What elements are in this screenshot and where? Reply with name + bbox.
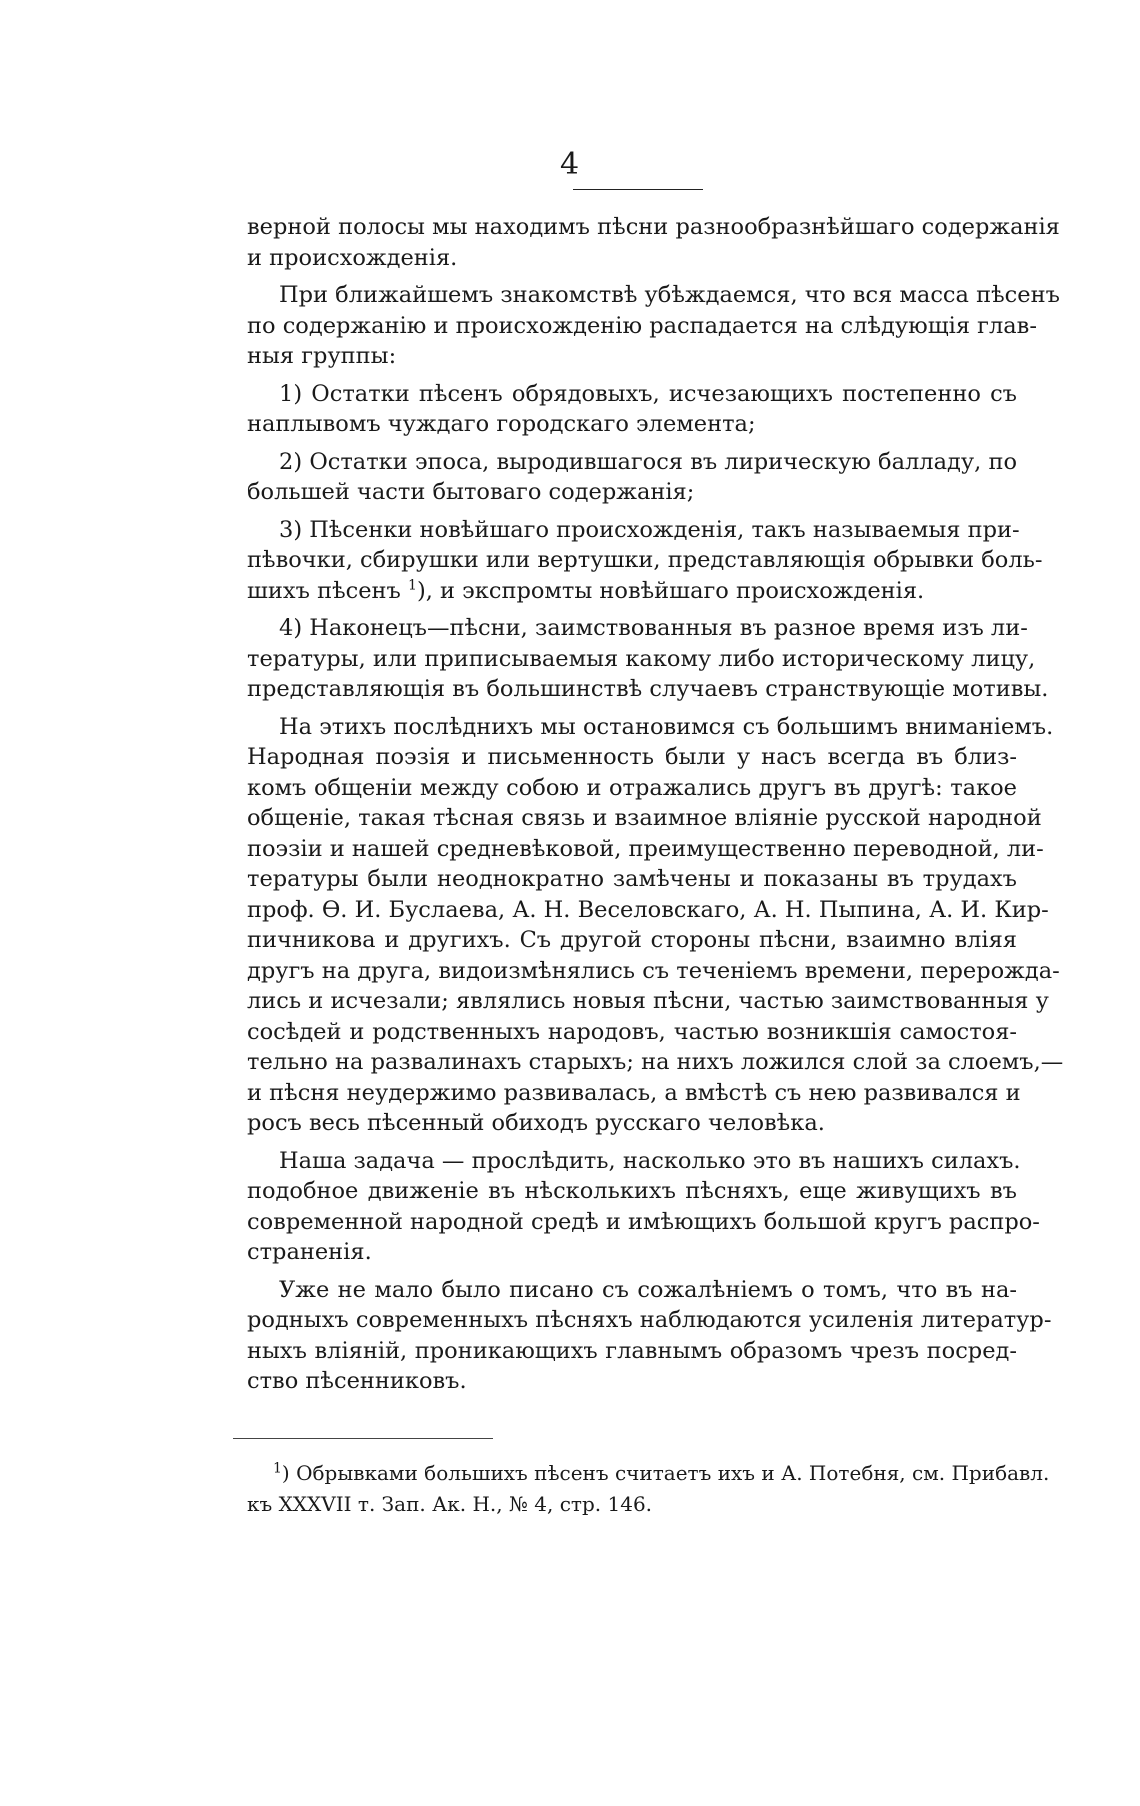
text-line: поэзіи и нашей средневѣковой, преимущественно переводной, ли- xyxy=(247,835,1044,862)
footnote-marker: 1 xyxy=(273,1460,282,1477)
text-line: Уже не мало было писано съ сожалѣніемъ о томъ, что въ на- xyxy=(279,1276,1017,1303)
text-line: современной народной средѣ и имѣющихъ большой кругъ распро- xyxy=(247,1208,1040,1235)
text-fragment: ) Обрывками большихъ пѣсенъ считаетъ ихъ и А. Потебня, см. Прибавл. xyxy=(281,1461,1050,1485)
text-line: пичникова и другихъ. Съ другой стороны пѣсни, взаимно вліяя xyxy=(247,927,1017,953)
text-line: верной полосы мы находимъ пѣсни разнообразнѣйшаго содержанія xyxy=(247,214,1060,240)
text-fragment: шихъ пѣсенъ xyxy=(247,577,401,604)
text-line: сосѣдей и родственныхъ народовъ, частью возникшія самостоя- xyxy=(247,1018,1017,1045)
text-line: страненія. xyxy=(247,1239,372,1265)
text-line: тельно на развалинахъ старыхъ; на нихъ ложился слой за слоемъ,— xyxy=(247,1049,1064,1075)
paragraph xyxy=(247,1146,1040,1268)
text-line: родныхъ современныхъ пѣсняхъ наблюдаются усиленія литератур- xyxy=(247,1307,1052,1333)
list-item xyxy=(247,515,1043,607)
text-line: и происхожденія. xyxy=(247,244,458,271)
text-line: къ XXXVII т. Зап. Ак. Н., № 4, стр. 146. xyxy=(247,1492,653,1516)
text-line: росъ весь пѣсенный обиходъ русскаго человѣка. xyxy=(247,1110,825,1136)
text-line: ство пѣсенниковъ. xyxy=(247,1368,467,1394)
header-rule xyxy=(573,189,703,190)
text-line: наплывомъ чуждаго городскаго элемента; xyxy=(247,411,756,437)
footnote-separator xyxy=(233,1438,493,1439)
paragraph xyxy=(247,1275,1052,1397)
text-line: лись и исчезали; являлись новыя пѣсни, частью заимствованныя у xyxy=(247,988,1049,1014)
text-line: При ближайшемъ знакомствѣ убѣждаемся, что вся масса пѣсенъ xyxy=(279,282,1060,308)
text-line: На этихъ послѣднихъ мы остановимся съ большимъ вниманіемъ. xyxy=(279,713,1054,740)
footnote-reference[interactable]: 1 xyxy=(408,577,417,593)
text-line: 4) Наконецъ—пѣсни, заимствованныя въ разное время изъ ли- xyxy=(279,615,1028,641)
page-number: 4 xyxy=(559,147,581,182)
list-item xyxy=(247,613,1049,705)
text-line: ныя группы: xyxy=(247,343,397,369)
text-line: и пѣсня неудержимо развивалась, а вмѣстѣ съ нею развивался и xyxy=(247,1079,1021,1106)
text-line: 1) Остатки пѣсенъ обрядовыхъ, исчезающихъ постепенно съ xyxy=(279,380,1017,407)
text-line: Наша задача — прослѣдить, насколько это въ нашихъ силахъ. xyxy=(279,1147,1021,1174)
paragraph xyxy=(247,280,1060,372)
text-line: 2) Остатки эпоса, выродившагося въ лирическую балладу, по xyxy=(279,448,1017,475)
text-line: ныхъ вліяній, проникающихъ главнымъ образомъ чрезъ посред- xyxy=(247,1337,1017,1364)
text-line: пѣвочки, сбирушки или вертушки, представляющія обрывки боль- xyxy=(247,547,1043,573)
paragraph xyxy=(247,712,1064,1139)
text-line: общеніе, такая тѣсная связь и взаимное вліяніе русской народной xyxy=(247,805,1042,831)
text-line: Народная поэзія и письменность были у насъ всегда въ близ- xyxy=(247,744,1017,770)
text-line: большей части бытоваго содержанія; xyxy=(247,479,695,505)
body-text xyxy=(247,212,1064,1397)
paragraph xyxy=(247,212,1060,273)
text-line: 3) Пѣсенки новѣйшаго происхожденія, такъ называемыя при- xyxy=(279,516,1020,543)
text-line: проф. Ѳ. И. Буслаева, А. Н. Веселовскаго, А. Н. Пыпина, А. И. Кир- xyxy=(247,896,1049,923)
text-line: представляющія въ большинствѣ случаевъ странствующіе мотивы. xyxy=(247,676,1049,702)
text-line xyxy=(247,576,1017,607)
list-item xyxy=(247,447,1017,508)
text-line xyxy=(247,1458,1050,1489)
text-line: тературы были неоднократно замѣчены и показаны въ трудахъ xyxy=(247,866,1017,892)
text-fragment: ), и экспромты новѣйшаго происхожденія. xyxy=(416,577,925,604)
list-item xyxy=(247,379,1017,440)
footnote xyxy=(247,1458,1050,1520)
text-line: другъ на друга, видоизмѣнялись съ теченіемъ времени, перерожда- xyxy=(247,957,1060,984)
text-line: тературы, или приписываемыя какому либо историческому лицу, xyxy=(247,645,1036,672)
text-line: подобное движеніе въ нѣсколькихъ пѣсняхъ, еще живущихъ въ xyxy=(247,1178,1017,1204)
text-line: по содержанію и происхожденію распадается на слѣдующія глав- xyxy=(247,312,1037,339)
text-line: комъ общеніи между собою и отражались другъ въ другѣ: такое xyxy=(247,774,1017,801)
